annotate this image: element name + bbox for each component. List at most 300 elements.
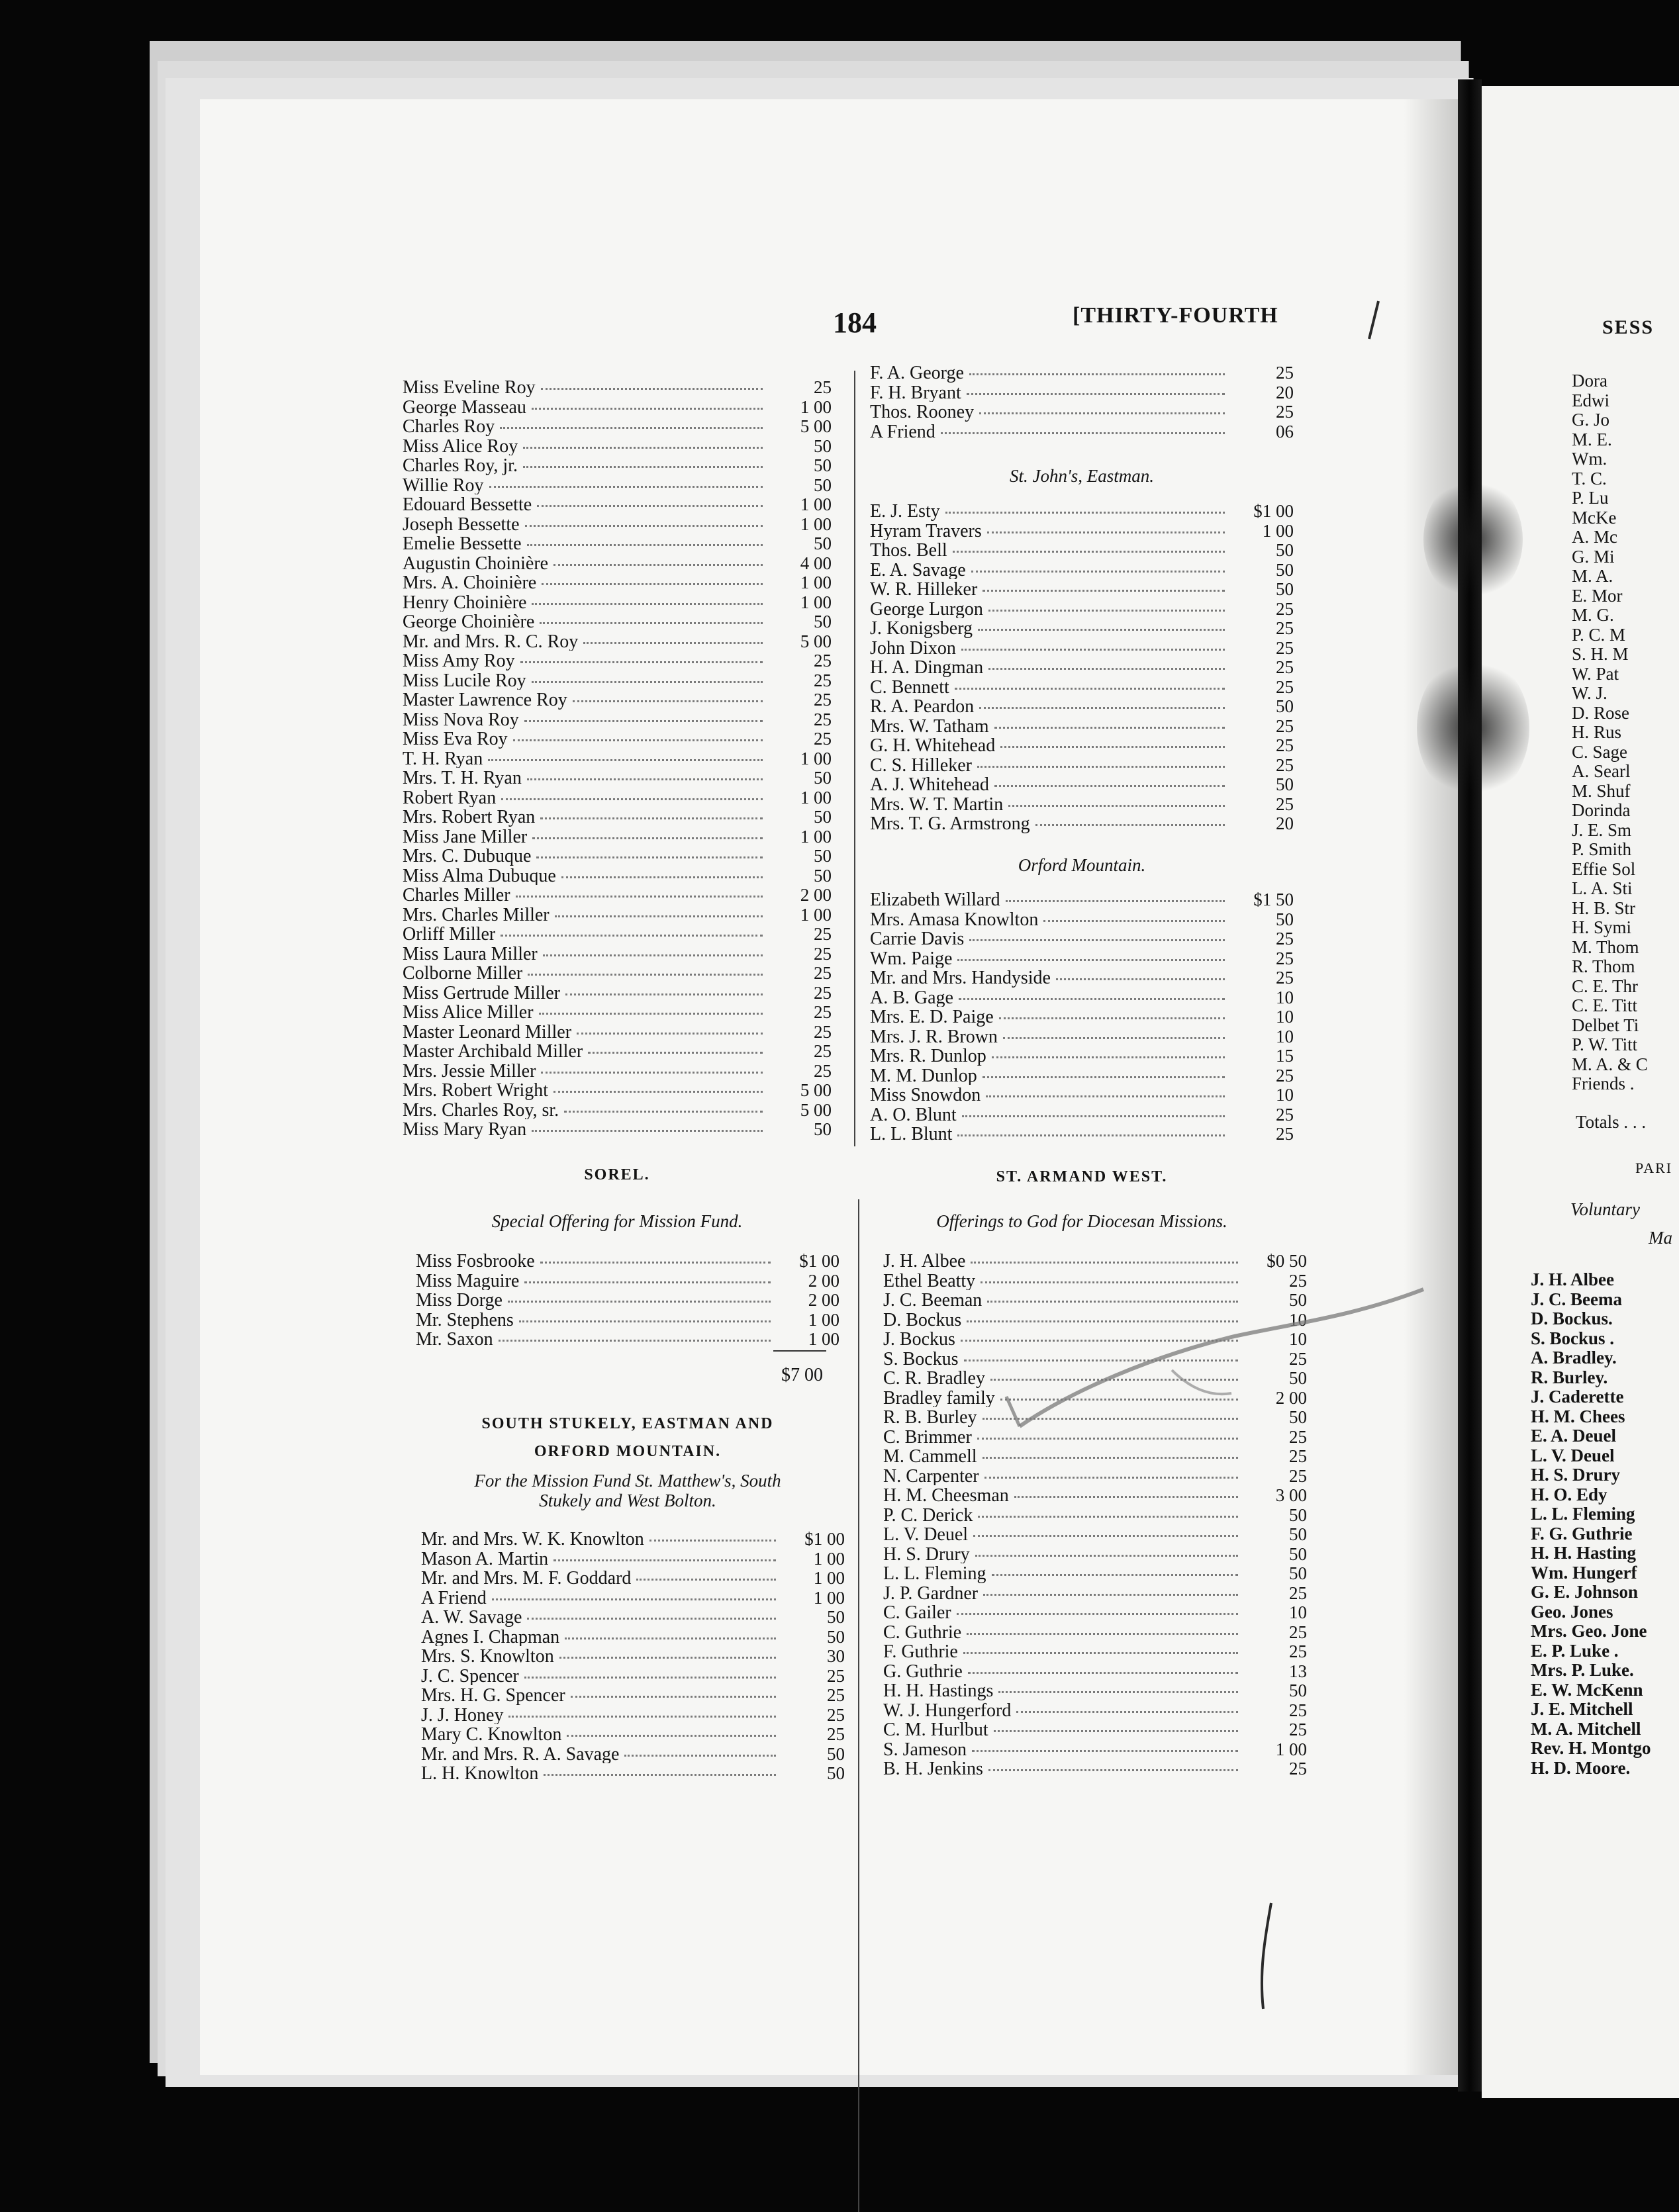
contributor-name: C. Brimmer <box>883 1426 972 1446</box>
list-item <box>883 1583 1307 1603</box>
leader-dots <box>992 1052 1225 1058</box>
amount: 25 <box>1289 1583 1307 1602</box>
contributor-name: R. B. Burley <box>883 1407 977 1427</box>
contributor-name: Thos. Bell <box>870 540 947 560</box>
leader-dots <box>524 1673 776 1679</box>
list-item <box>870 521 1294 541</box>
list-item <box>403 1119 832 1139</box>
list-item <box>403 397 832 417</box>
amount: 25 <box>827 1724 845 1744</box>
contributor-name: J. Bockus <box>883 1329 955 1349</box>
amount: $1 00 <box>1253 501 1294 521</box>
contributor-name: D. Bockus <box>883 1309 962 1329</box>
list-item <box>403 944 832 964</box>
sorel-heading: SOREL. <box>584 1166 650 1183</box>
contributor-name: N. Carpenter <box>883 1465 979 1485</box>
leader-dots <box>561 872 763 878</box>
list-item <box>870 774 1294 794</box>
list-item <box>403 729 832 749</box>
contributor-name: P. C. Derick <box>883 1504 973 1524</box>
contributor-name: F. A. George <box>870 363 964 383</box>
contributor-name: Mrs. J. R. Brown <box>870 1026 998 1046</box>
right-page-entry: H. B. Str <box>1572 898 1636 918</box>
leader-dots <box>532 599 763 605</box>
list-item <box>403 866 832 886</box>
list-item <box>870 402 1294 422</box>
amount: 25 <box>1276 794 1294 813</box>
leader-dots <box>553 1087 763 1093</box>
right-page-entry: G. Mi <box>1572 546 1615 567</box>
leader-dots <box>988 664 1225 670</box>
right-page-entry: Wm. <box>1572 449 1607 469</box>
right-page-entry: H. S. Drury <box>1531 1465 1620 1485</box>
page-number: 184 <box>833 306 877 339</box>
leader-dots <box>955 684 1225 690</box>
contributor-name: Miss Jane Miller <box>403 826 528 846</box>
amount: 50 <box>1276 579 1294 599</box>
stukely-subtitle-2: Stukely and West Bolton. <box>539 1491 716 1510</box>
amount: 25 <box>814 690 832 710</box>
amount: 25 <box>1276 929 1294 948</box>
list-item <box>403 475 832 495</box>
list-item <box>421 1763 845 1783</box>
amount: 25 <box>1276 715 1294 735</box>
amount: 50 <box>1289 1407 1307 1427</box>
contributor-name: Mr. and Mrs. R. A. Savage <box>421 1743 620 1763</box>
contributor-name: Mrs. Charles Miller <box>403 904 550 924</box>
amount: 25 <box>1276 363 1294 383</box>
list-item <box>421 1646 845 1666</box>
list-item <box>403 905 832 925</box>
list-item <box>403 416 832 436</box>
amount: 10 <box>1276 1085 1294 1105</box>
contributor-name: F. H. Bryant <box>870 382 961 402</box>
leader-dots <box>532 404 763 410</box>
contributor-name: Miss Snowdon <box>870 1085 981 1105</box>
amount: 15 <box>1276 1046 1294 1066</box>
list-item <box>870 1007 1294 1027</box>
amount: 1 00 <box>813 1587 845 1607</box>
amount: 25 <box>827 1665 845 1685</box>
contributor-name: G. H. Whitehead <box>870 735 996 755</box>
contributor-name: Miss Eveline Roy <box>403 377 536 397</box>
contributor-name: J. C. Beeman <box>883 1290 983 1310</box>
leader-dots <box>527 1614 776 1620</box>
contributor-name: A. J. Whitehead <box>870 774 989 794</box>
amount: 1 00 <box>800 904 832 924</box>
right-page-entry: R. Burley. <box>1531 1367 1608 1387</box>
list-item <box>870 988 1294 1007</box>
list-item <box>870 929 1294 948</box>
amount: 50 <box>814 612 832 631</box>
list-item <box>870 579 1294 599</box>
amount: 1 00 <box>800 826 832 846</box>
contributor-name: L. L. Blunt <box>870 1124 953 1144</box>
leader-dots <box>624 1751 776 1757</box>
list-item <box>403 983 832 1003</box>
amount: 25 <box>814 963 832 983</box>
list-item <box>870 968 1294 988</box>
amount: 25 <box>1276 735 1294 755</box>
list-item <box>870 618 1294 638</box>
contributor-name: Mrs. C. Dubuque <box>403 846 532 866</box>
amount: 5 00 <box>800 416 832 436</box>
list-item <box>870 1085 1294 1105</box>
leader-dots <box>969 935 1225 941</box>
list-item <box>870 1027 1294 1046</box>
right-page-subtitle-2: Ma <box>1649 1228 1672 1248</box>
contributor-name: Orliff Miller <box>403 924 496 944</box>
amount: $0 50 <box>1267 1251 1307 1271</box>
contributor-name: Wm. Paige <box>870 948 953 968</box>
amount: 50 <box>827 1763 845 1783</box>
leader-dots <box>983 1590 1238 1596</box>
list-item <box>403 690 832 710</box>
leader-dots <box>541 384 763 390</box>
list-item <box>870 1046 1294 1066</box>
contributor-name: L. L. Fleming <box>883 1563 986 1583</box>
right-page-entry: L. L. Fleming <box>1531 1504 1635 1524</box>
right-page-entry: L. A. Sti <box>1572 878 1633 898</box>
right-page-entry: Rev. H. Montgo <box>1531 1738 1651 1758</box>
list-item <box>403 573 832 592</box>
contributor-name: Charles Miller <box>403 885 510 905</box>
leader-dots <box>957 1609 1238 1615</box>
contributor-name: C. Gailer <box>883 1602 951 1622</box>
contributor-name: Carrie Davis <box>870 929 965 948</box>
right-page-entry: M. Shuf <box>1572 780 1631 801</box>
contributor-name: J. J. Honey <box>421 1704 504 1724</box>
amount: 50 <box>814 436 832 455</box>
contributor-name: Mrs. T. G. Armstrong <box>870 813 1030 833</box>
list-item <box>416 1251 840 1271</box>
list-item <box>883 1759 1307 1778</box>
list-item <box>870 540 1294 560</box>
contributor-name: Mrs. H. G. Spencer <box>421 1685 565 1705</box>
right-page-entry: J. E. Sm <box>1572 819 1632 840</box>
right-page-entry: S. H. M <box>1572 644 1629 664</box>
amount: 25 <box>1289 1622 1307 1641</box>
amount: 25 <box>814 377 832 397</box>
leader-dots <box>567 1731 776 1737</box>
list-item <box>883 1681 1307 1700</box>
amount: 50 <box>814 846 832 866</box>
right-page-entry: Delbet Ti <box>1572 1015 1639 1035</box>
amount: 13 <box>1289 1661 1307 1681</box>
leader-dots <box>962 1111 1225 1117</box>
contributor-name: Mr. and Mrs. Handyside <box>870 968 1051 988</box>
right-page-entry: A. Searl <box>1572 761 1631 781</box>
leader-dots <box>523 443 763 449</box>
list-item <box>883 1661 1307 1681</box>
right-page-entry: M. A. <box>1572 566 1613 586</box>
right-page-entry: J. Caderette <box>1531 1387 1624 1406</box>
sorel-subtitle: Special Offering for Mission Fund. <box>491 1211 743 1231</box>
amount: 25 <box>814 1002 832 1022</box>
contributor-name: A. W. Savage <box>421 1607 522 1627</box>
st-johns-list <box>870 501 1294 833</box>
amount: 20 <box>1276 813 1294 833</box>
amount: 25 <box>827 1704 845 1724</box>
sorel-list <box>416 1251 840 1349</box>
leader-dots <box>541 1068 763 1074</box>
amount: 25 <box>1289 1720 1307 1739</box>
list-item <box>403 612 832 631</box>
contributor-name: Miss Lucile Roy <box>403 670 526 690</box>
right-page-entry: L. V. Deuel <box>1531 1445 1615 1465</box>
right-page-entry: W. J. <box>1572 683 1607 703</box>
right-page-entry: P. C. M <box>1572 624 1626 645</box>
amount: 25 <box>1289 1446 1307 1466</box>
leader-dots <box>527 540 763 546</box>
list-item <box>421 1744 845 1764</box>
amount: 25 <box>1289 1641 1307 1661</box>
amount: 2 00 <box>808 1290 840 1310</box>
list-item <box>403 553 832 573</box>
column-rule <box>858 1199 859 2212</box>
leader-dots <box>988 1765 1238 1771</box>
list-item <box>870 716 1294 736</box>
leader-dots <box>649 1536 776 1542</box>
list-item <box>403 455 832 475</box>
contributor-name: C. R. Bradley <box>883 1368 985 1388</box>
leader-dots <box>544 1770 776 1776</box>
list-item <box>416 1310 840 1330</box>
leader-dots <box>978 625 1225 631</box>
contributor-name: Charles Roy, jr. <box>403 455 518 475</box>
contributor-name: Miss Maguire <box>416 1270 520 1290</box>
right-page-entry: P. W. Titt <box>1572 1035 1638 1054</box>
col2-list <box>870 363 1294 441</box>
contributor-name: Mr. Stephens <box>416 1309 514 1329</box>
right-page-entry: G. Jo <box>1572 410 1610 430</box>
contributor-name: L. V. Deuel <box>883 1524 969 1544</box>
right-page-entry: F. G. Guthrie <box>1531 1523 1633 1544</box>
leader-dots <box>489 482 763 488</box>
leader-dots <box>508 1712 776 1718</box>
right-page-entry: Edwi <box>1572 390 1609 410</box>
list-item <box>403 788 832 807</box>
right-page-entry: M. G. <box>1572 605 1614 625</box>
list-item <box>421 1705 845 1725</box>
right-page-entry: P. Smith <box>1572 839 1632 859</box>
list-item <box>403 1061 832 1081</box>
right-page-entry: J. E. Mitchell <box>1531 1699 1633 1719</box>
leader-dots <box>508 1297 771 1303</box>
contributor-name: T. H. Ryan <box>403 748 483 768</box>
list-item <box>883 1563 1307 1583</box>
contributor-name: Miss Alice Roy <box>403 436 518 455</box>
amount: 3 00 <box>1275 1485 1307 1505</box>
amount: 25 <box>1276 1065 1294 1085</box>
contributor-name: R. A. Peardon <box>870 696 975 716</box>
list-item <box>870 696 1294 716</box>
leader-dots <box>543 950 763 956</box>
amount: 50 <box>1276 909 1294 929</box>
list-item <box>883 1524 1307 1544</box>
list-item <box>421 1685 845 1705</box>
list-item <box>883 1505 1307 1525</box>
ink-blot <box>1417 655 1529 801</box>
leader-dots <box>998 1687 1238 1693</box>
contributor-name: Augustin Choinière <box>403 553 549 573</box>
pencil-tick-mark <box>993 1277 1430 1476</box>
leader-dots <box>520 657 763 663</box>
contributor-name: C. M. Hurlbut <box>883 1720 988 1739</box>
contributor-name: George Masseau <box>403 396 526 416</box>
amount: 1 00 <box>813 1548 845 1568</box>
right-page-entry: A. Mc <box>1572 527 1617 547</box>
leader-dots <box>537 501 763 507</box>
contributor-name: W. R. Hilleker <box>870 579 978 599</box>
amount: 50 <box>814 1119 832 1139</box>
contributor-name: Emelie Bessette <box>403 533 522 553</box>
amount: 25 <box>1276 1124 1294 1144</box>
leader-dots <box>525 521 763 527</box>
list-item <box>403 1080 832 1100</box>
amount: 25 <box>814 729 832 749</box>
amount: 25 <box>1289 1700 1307 1720</box>
amount: 25 <box>814 1041 832 1061</box>
contributor-name: E. A. Savage <box>870 559 966 579</box>
list-item <box>883 1641 1307 1661</box>
column-rule <box>854 371 855 1146</box>
contributor-name: Miss Amy Roy <box>403 651 515 670</box>
list-item <box>403 846 832 866</box>
amount: 50 <box>814 768 832 788</box>
right-page-entry: H. M. Chees <box>1531 1406 1625 1426</box>
right-page-entry: D. Bockus. <box>1531 1309 1613 1328</box>
right-page-entry: Geo. Jones <box>1531 1601 1613 1622</box>
contributor-name: B. H. Jenkins <box>883 1759 983 1778</box>
contributor-name: M. Cammell <box>883 1446 977 1466</box>
amount: 50 <box>827 1743 845 1763</box>
stukely-subtitle: For the Mission Fund St. Matthew's, South <box>474 1471 781 1491</box>
leader-dots <box>967 389 1225 395</box>
amount: 4 00 <box>800 553 832 573</box>
list-item <box>403 651 832 670</box>
list-item <box>870 1105 1294 1125</box>
list-item <box>403 436 832 456</box>
amount: 50 <box>814 533 832 553</box>
amount: 06 <box>1276 421 1294 441</box>
amount: 25 <box>1276 637 1294 657</box>
amount: 2 00 <box>800 885 832 905</box>
amount: 50 <box>1289 1368 1307 1388</box>
leader-dots <box>523 462 763 468</box>
list-item <box>421 1588 845 1608</box>
margin-pencil-mark <box>1245 1900 1284 2012</box>
amount: 10 <box>1276 987 1294 1007</box>
sorel-total-rule <box>773 1350 826 1352</box>
book-gutter <box>1458 79 1482 2092</box>
leader-dots <box>959 994 1225 1000</box>
contributor-name: Mrs. A. Choinière <box>403 573 537 592</box>
contributor-name: Edouard Bessette <box>403 494 532 514</box>
right-page-entry: G. E. Johnson <box>1531 1582 1639 1602</box>
right-page-entry: M. E. <box>1572 429 1612 449</box>
amount: 10 <box>1289 1309 1307 1329</box>
list-item <box>403 885 832 905</box>
st-johns-title: St. John's, Eastman. <box>1009 466 1155 486</box>
amount: 50 <box>1276 559 1294 579</box>
contributor-name: Miss Fosbrooke <box>416 1251 535 1271</box>
contributor-name: Mrs. R. Dunlop <box>870 1046 986 1066</box>
right-page-entry: H. O. Edy <box>1531 1484 1607 1504</box>
amount: 25 <box>814 709 832 729</box>
contributor-name: Elizabeth Willard <box>870 890 1000 909</box>
leader-dots <box>577 1029 763 1035</box>
orford-list <box>870 890 1294 1144</box>
leader-dots <box>977 762 1225 768</box>
leader-dots <box>986 1091 1225 1097</box>
list-item <box>883 1251 1307 1271</box>
right-page-entry: H. Rus <box>1572 722 1622 742</box>
leader-dots <box>501 794 763 800</box>
right-page-entry: S. Bockus . <box>1531 1328 1615 1348</box>
leader-dots <box>994 1726 1238 1732</box>
amount: 25 <box>1289 1348 1307 1368</box>
amount: 1 00 <box>800 748 832 768</box>
list-item <box>883 1700 1307 1720</box>
leader-dots <box>532 833 763 839</box>
contributor-name: George Choinière <box>403 612 535 631</box>
amount: 10 <box>1276 1026 1294 1046</box>
leader-dots <box>957 955 1225 961</box>
st-armand-heading: ST. ARMAND WEST. <box>996 1168 1168 1185</box>
right-page-entry: Wm. Hungerf <box>1531 1562 1637 1583</box>
contributor-name: Miss Mary Ryan <box>403 1119 527 1139</box>
st-armand-subtitle: Offerings to God for Diocesan Missions. <box>936 1211 1227 1231</box>
list-item <box>421 1724 845 1744</box>
leader-dots <box>500 423 763 429</box>
leader-dots <box>559 1653 776 1659</box>
list-item <box>403 1022 832 1042</box>
leader-dots <box>1006 896 1225 902</box>
leader-dots <box>971 567 1225 573</box>
leader-dots <box>540 1258 771 1264</box>
amount: 1 00 <box>800 514 832 533</box>
contributor-name: Mrs. Jessie Miller <box>403 1060 536 1080</box>
leader-dots <box>583 638 763 644</box>
list-item <box>870 755 1294 775</box>
amount: 1 00 <box>1262 520 1294 540</box>
contributor-name: C. Guthrie <box>883 1622 962 1641</box>
list-item <box>421 1549 845 1569</box>
list-item <box>870 677 1294 697</box>
right-page-entry: H. H. Hasting <box>1531 1543 1637 1563</box>
list-item <box>883 1739 1307 1759</box>
leader-dots <box>573 696 763 702</box>
contributor-name: J. H. Albee <box>883 1251 966 1271</box>
ink-blot <box>1423 477 1523 602</box>
amount: 50 <box>1289 1681 1307 1700</box>
leader-dots <box>961 645 1225 651</box>
leader-dots <box>941 428 1225 434</box>
leader-dots <box>1043 916 1225 922</box>
amount: 25 <box>1276 755 1294 774</box>
leader-dots <box>513 735 763 741</box>
leader-dots <box>979 703 1225 709</box>
leader-dots <box>983 1072 1225 1078</box>
list-item <box>403 670 832 690</box>
list-item <box>421 1666 845 1686</box>
right-page-entry: H. D. Moore. <box>1531 1757 1631 1778</box>
list-item <box>870 599 1294 619</box>
contributor-name: A Friend <box>870 421 935 441</box>
contributor-name: M. M. Dunlop <box>870 1065 977 1085</box>
contributor-name: W. J. Hungerford <box>883 1700 1012 1720</box>
